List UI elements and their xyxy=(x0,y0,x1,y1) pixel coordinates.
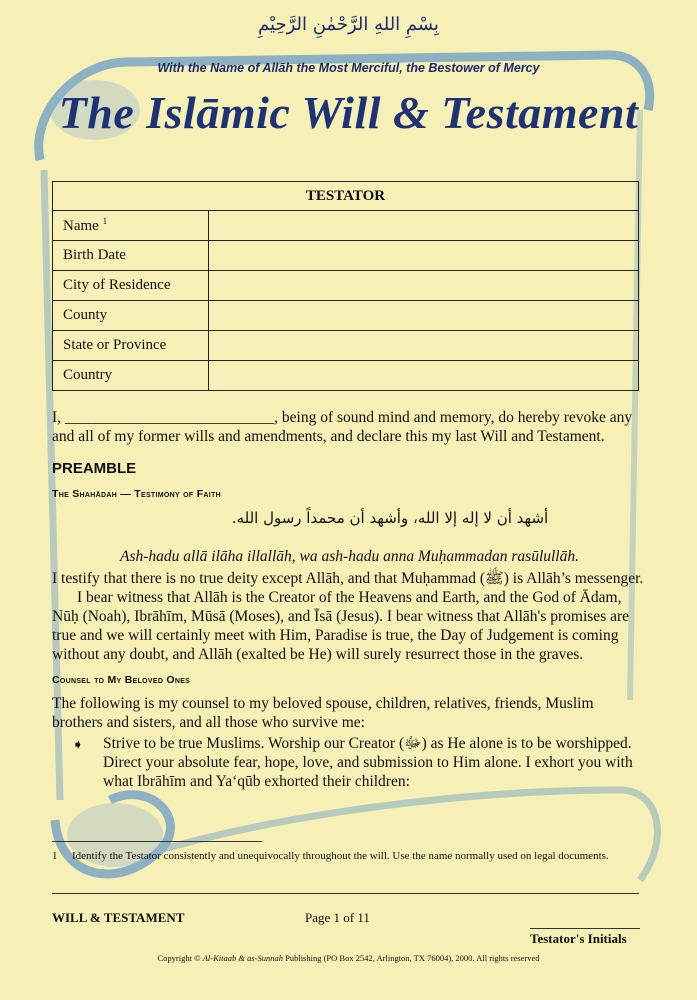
table-row xyxy=(53,211,639,241)
counsel-item: Strive to be true Muslims. Worship our Creator (ﷻ) as He alone is to be worshipped. Direct your absolute fear, hope, love, and submission to Him alone. I exhort you with what Ibrāhīm and Ya‘qūb exhorted their children: xyxy=(103,735,633,790)
scroll-bottom-edge xyxy=(160,790,657,880)
subtitle: With the Name of Allāh the Most Merciful, the Bestower of Mercy xyxy=(157,61,540,75)
footnote-ref: 1 xyxy=(102,216,108,226)
county-label: County xyxy=(53,301,209,331)
name-label-cell xyxy=(53,211,209,241)
name-field[interactable] xyxy=(209,211,639,241)
table-row xyxy=(53,331,639,361)
birth-date-label: Birth Date xyxy=(53,241,209,271)
counsel-intro: The following is my counsel to my beloved spouse, children, relatives, friends, Muslim brothers and sisters, and all those who survive me: xyxy=(52,695,594,731)
declaration-paragraph xyxy=(52,408,642,446)
table-row xyxy=(53,241,639,271)
shahadah-heading: The Shahādah — Testimony of Faith xyxy=(52,488,221,500)
witness-paragraph: I bear witness that Allāh is the Creator of the Heavens and Earth, and the God of Ādam, Nūḥ (Noah), Ibrāhīm, Mūsā (Moses), and Īsā (Jesus). I bear witness that Allāh's promises are true and we will certainly meet with Him, Paradise is true, the Day of Judgement is coming without any doubt, and Allāh (exalted be He) will surely resurrect those in the graves. xyxy=(52,589,630,663)
initials-signature-line[interactable] xyxy=(530,928,640,929)
footer-divider xyxy=(52,893,639,894)
state-label: State or Province xyxy=(53,331,209,361)
city-field[interactable] xyxy=(209,271,639,301)
copyright-notice xyxy=(0,953,697,963)
state-field[interactable] xyxy=(209,331,639,361)
page-number: Page 1 of 11 xyxy=(305,910,370,925)
footnote-text: Identify the Testator consistently and unequivocally throughout the will. Use the name normally used on legal documents. xyxy=(72,850,609,862)
basmala-calligraphy: بِسْمِ اللهِ الرَّحْمٰنِ الرَّحِيْمِ xyxy=(258,14,439,35)
arrow-bullet-icon: ➧ xyxy=(72,738,84,753)
declaration-text: , being of sound mind and memory, do hereby revoke any and all of my former wills and amendments, and declare this my last Will and Testament. xyxy=(52,409,633,445)
testator-name-blank[interactable]: ___________________________ xyxy=(64,409,275,426)
declaration-prefix: I, xyxy=(52,409,62,426)
country-label: Country xyxy=(53,361,209,391)
name-label: Name xyxy=(63,218,99,234)
shahadah-arabic: أشهد أن لا إله إلا الله، وأشهد أن محمداً رسول الله. xyxy=(231,509,549,527)
country-field[interactable] xyxy=(209,361,639,391)
birth-date-field[interactable] xyxy=(209,241,639,271)
footer-document-name: WILL & TESTAMENT xyxy=(52,910,185,925)
shahadah-transliteration: Ash-hadu allā ilāha illallāh, wa ash-hadu anna Muḥammadan rasūlullāh. xyxy=(120,548,579,565)
initials-label: Testator's Initials xyxy=(530,931,627,946)
table-row xyxy=(53,361,639,391)
testator-heading: TESTATOR xyxy=(53,182,639,211)
city-label: City of Residence xyxy=(53,271,209,301)
footnote-number: 1 xyxy=(52,850,58,862)
testator-table xyxy=(52,181,639,391)
shahadah-translation: I testify that there is no true deity except Allāh, and that Muḥammad (ﷺ) is Allāh’s messenger. xyxy=(52,570,644,587)
table-row xyxy=(53,271,639,301)
counsel-heading: Counsel to My Beloved Ones xyxy=(52,674,191,686)
county-field[interactable] xyxy=(209,301,639,331)
copyright-prefix: Copyright © xyxy=(157,953,201,963)
table-row xyxy=(53,301,639,331)
copyright-rest: Publishing (PO Box 2542, Arlington, TX 76004), 2000. All rights reserved xyxy=(285,953,540,963)
document-title: The Islāmic Will & Testament xyxy=(58,87,639,138)
preamble-heading: PREAMBLE xyxy=(52,460,137,477)
publisher-name: Al-Kitaab & as-Sunnah xyxy=(202,953,283,963)
footnote-divider xyxy=(52,841,262,842)
testator-header-row xyxy=(53,182,639,211)
